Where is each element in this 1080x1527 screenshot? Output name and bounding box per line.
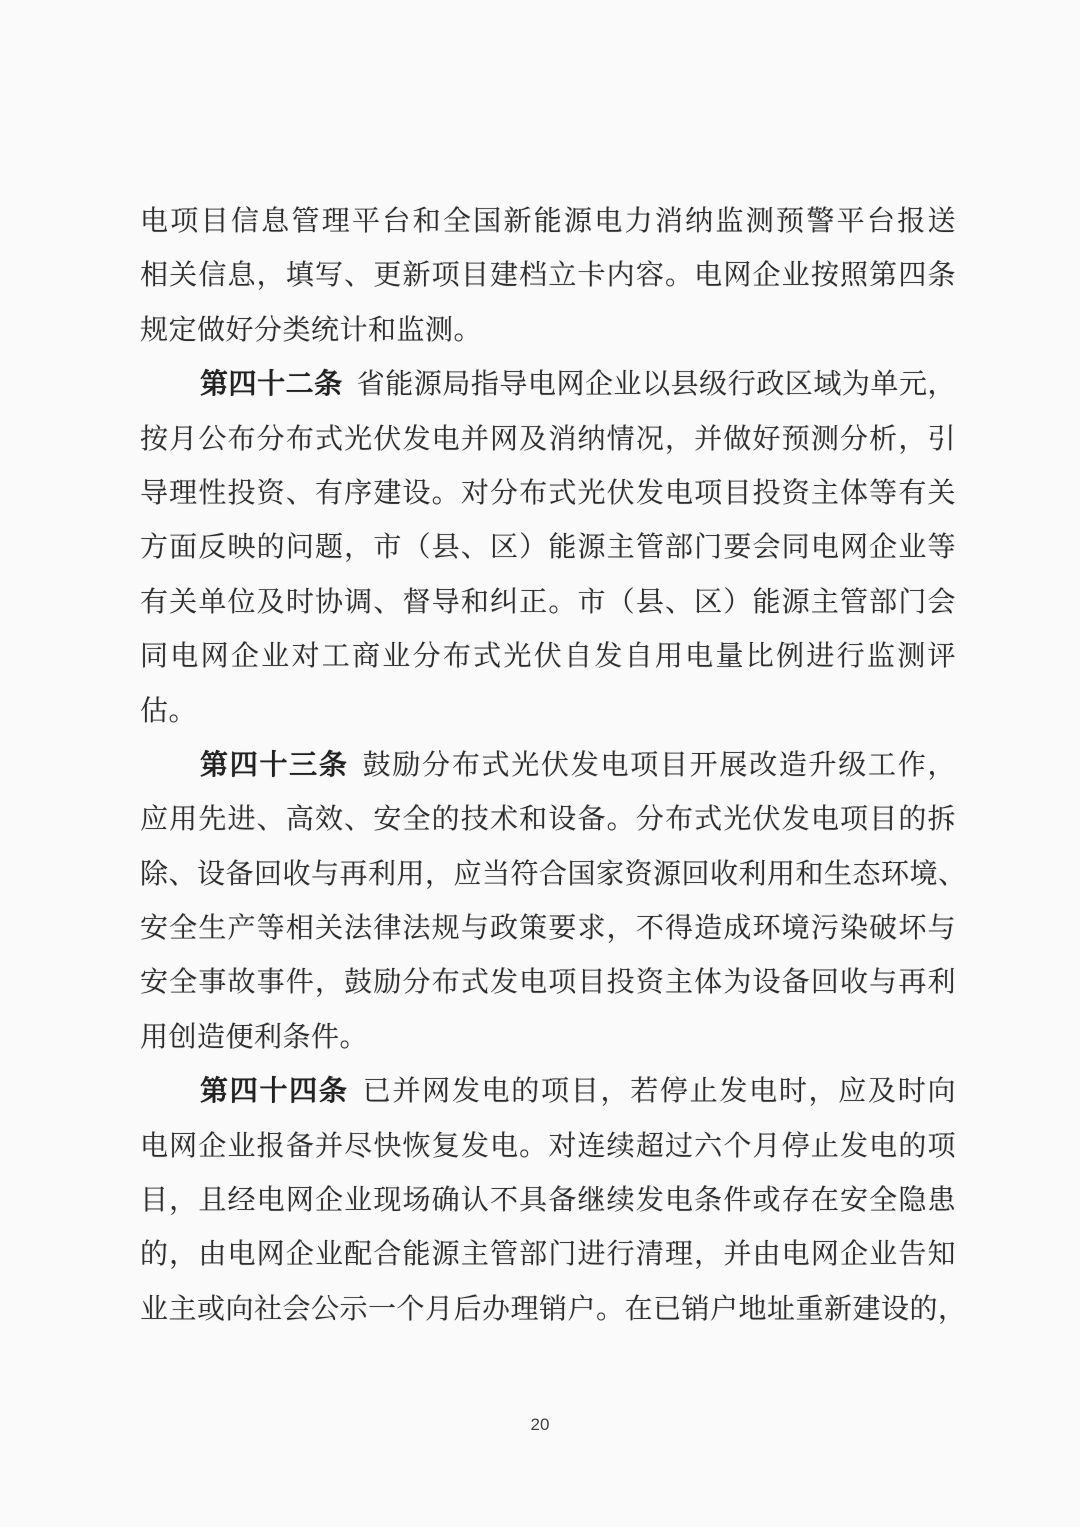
article-number: 第四十二条	[200, 369, 343, 401]
text-line	[140, 1228, 956, 1282]
text-line	[140, 249, 956, 303]
line-text: 业主或向社会公示一个月后办理销户。在已销户地址重新建设的，	[140, 1293, 967, 1325]
article-number: 第四十三条	[200, 749, 349, 781]
line-text: 电网企业报备并尽快恢复发电。对连续超过六个月停止发电的项	[140, 1130, 956, 1162]
line-text: 目，且经电网企业现场确认不具备继续发电条件或存在安全隐患	[140, 1185, 956, 1217]
text-line	[140, 1283, 967, 1337]
text-line	[140, 793, 956, 847]
article-number: 第四十四条	[200, 1076, 349, 1108]
page-body-text	[140, 195, 967, 1337]
text-line	[140, 576, 956, 630]
text-line	[140, 413, 956, 467]
line-text: 应用先进、高效、安全的技术和设备。分布式光伏发电项目的拆	[140, 804, 956, 836]
text-line	[140, 956, 956, 1010]
line-text: 有关单位及时协调、督导和纠正。市（县、区）能源主管部门会	[140, 586, 956, 618]
text-line-article-44	[140, 1065, 956, 1119]
line-text: 按月公布分布式光伏发电并网及消纳情况，并做好预测分析，引	[140, 423, 956, 455]
line-text: 估。	[140, 695, 198, 727]
line-text: 安全事故事件，鼓励分布式发电项目投资主体为设备回收与再利	[140, 967, 956, 999]
text-line	[140, 195, 956, 249]
page-number: 20	[530, 1415, 550, 1434]
line-text: 的，由电网企业配合能源主管部门进行清理，并由电网企业告知	[140, 1239, 956, 1271]
line-text: 除、设备回收与再利用，应当符合国家资源回收利用和生态环境、	[140, 858, 967, 890]
text-line	[140, 848, 967, 902]
line-text: 同电网企业对工商业分布式光伏自发自用电量比例进行监测评	[140, 641, 956, 673]
line-text: 省能源局指导电网企业以县级行政区域为单元，	[356, 369, 956, 401]
line-text: 鼓励分布式光伏发电项目开展改造升级工作，	[362, 749, 956, 781]
line-text: 安全生产等相关法律法规与政策要求，不得造成环境污染破坏与	[140, 913, 956, 945]
text-line	[140, 1174, 956, 1228]
line-text: 相关信息，填写、更新项目建档立卡内容。电网企业按照第四条	[140, 260, 956, 292]
line-text: 方面反映的问题，市（县、区）能源主管部门要会同电网企业等	[140, 532, 956, 564]
text-line	[140, 304, 956, 358]
text-line	[140, 630, 956, 684]
text-line	[140, 902, 956, 956]
text-line	[140, 685, 956, 739]
text-line	[140, 467, 956, 521]
text-line-article-43	[140, 739, 956, 793]
line-text: 电项目信息管理平台和全国新能源电力消纳监测预警平台报送	[140, 206, 956, 237]
line-text: 规定做好分类统计和监测。	[140, 314, 483, 346]
text-line	[140, 1011, 956, 1065]
line-text: 用创造便利条件。	[140, 1021, 369, 1053]
text-line-article-42	[140, 358, 956, 412]
line-text: 导理性投资、有序建设。对分布式光伏发电项目投资主体等有关	[140, 477, 956, 509]
text-line	[140, 1120, 956, 1174]
text-line	[140, 521, 956, 575]
line-text: 已并网发电的项目，若停止发电时，应及时向	[362, 1076, 956, 1108]
